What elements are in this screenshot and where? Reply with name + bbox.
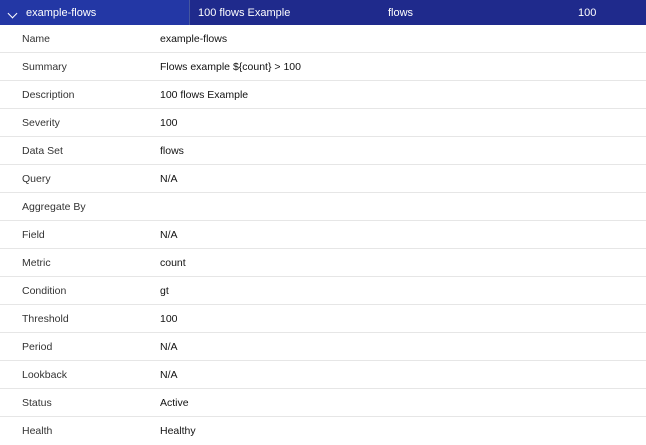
detail-label: Field	[22, 228, 45, 241]
detail-value: 100	[160, 116, 178, 129]
detail-row	[0, 137, 646, 165]
detail-row	[0, 81, 646, 109]
detail-value: count	[160, 256, 186, 269]
detail-row	[0, 109, 646, 137]
detail-label: Query	[22, 172, 51, 185]
detail-label: Condition	[22, 284, 67, 297]
detail-value: N/A	[160, 228, 178, 241]
header-name-text: example-flows	[26, 6, 97, 19]
detail-label: Data Set	[22, 144, 63, 157]
detail-label: Status	[22, 396, 52, 409]
header-cell-description	[190, 0, 380, 25]
detail-label: Summary	[22, 60, 67, 73]
detail-label: Name	[22, 32, 51, 45]
detail-value: flows	[160, 144, 184, 157]
header-dataset-text: flows	[388, 6, 414, 19]
detail-row	[0, 221, 646, 249]
header-cell-name[interactable]	[0, 0, 190, 25]
detail-value: 100 flows Example	[160, 88, 249, 101]
detail-label: Severity	[22, 116, 60, 129]
detail-row	[0, 333, 646, 361]
chevron-down-icon[interactable]	[8, 7, 20, 19]
detail-label: Aggregate By	[22, 200, 86, 213]
detail-row	[0, 305, 646, 333]
detail-rows	[0, 25, 646, 445]
detail-row	[0, 165, 646, 193]
detail-row	[0, 361, 646, 389]
detail-label: Description	[22, 88, 75, 101]
header-cell-severity	[570, 0, 646, 25]
detail-row	[0, 53, 646, 81]
detail-label: Health	[22, 425, 53, 437]
header-cell-dataset	[380, 0, 570, 25]
detail-value: 100	[160, 312, 178, 325]
detail-value: Healthy	[160, 425, 196, 437]
detail-row	[0, 249, 646, 277]
detail-label: Threshold	[22, 312, 69, 325]
detail-value: Active	[160, 396, 189, 409]
detail-row	[0, 25, 646, 53]
detail-value: N/A	[160, 368, 178, 381]
detail-value: N/A	[160, 340, 178, 353]
detail-value: example-flows	[160, 32, 228, 45]
detail-value: Flows example ${count} > 100	[160, 60, 301, 73]
detail-row	[0, 193, 646, 221]
detail-row	[0, 277, 646, 305]
detail-value: gt	[160, 284, 169, 297]
header-description-text: 100 flows Example	[198, 6, 291, 19]
detail-row	[0, 417, 646, 445]
detail-label: Metric	[22, 256, 51, 269]
detail-row	[0, 389, 646, 417]
detail-label: Period	[22, 340, 53, 353]
header-severity-text: 100	[578, 6, 597, 19]
rule-header-row[interactable]	[0, 0, 646, 25]
detail-label: Lookback	[22, 368, 67, 381]
detail-value: N/A	[160, 172, 178, 185]
